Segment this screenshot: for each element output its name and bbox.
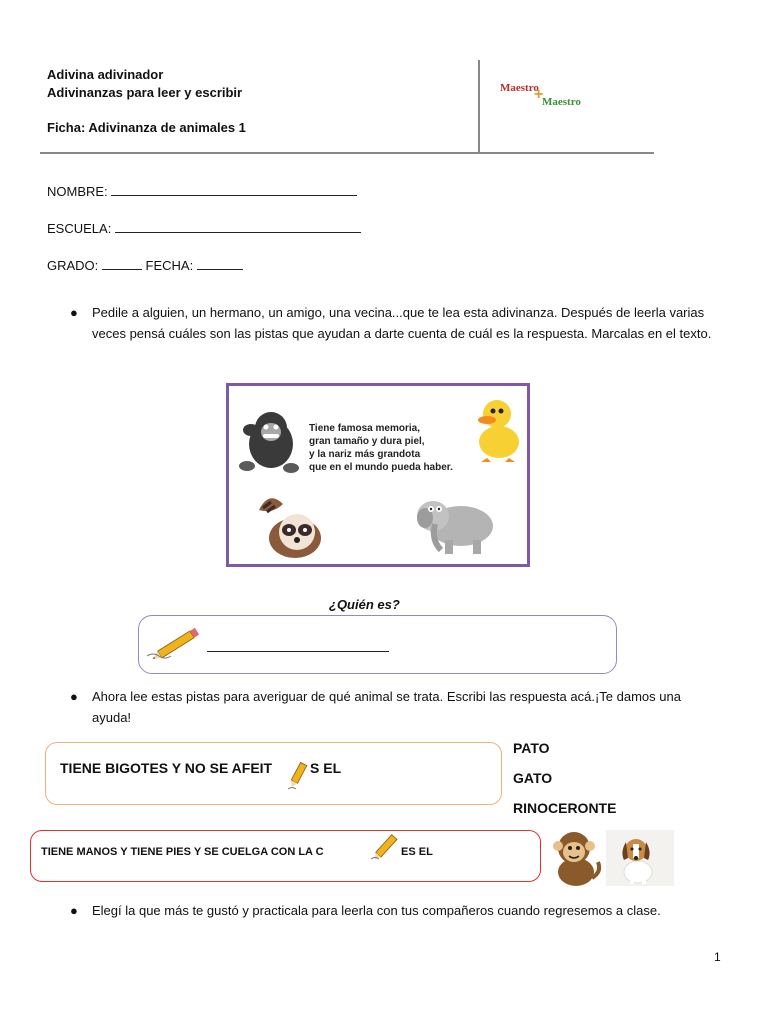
monkey-icon — [548, 828, 604, 888]
elephant-icon — [405, 494, 501, 560]
instruction-1-text: Pedile a alguien, un hermano, un amigo, una vecina...que te lea esta adivinanza. Después de leerla varias veces pensá cuáles son las pistas que ayudan a darte cuenta de cuál es la respuesta. Marcalas en el texto. — [92, 305, 712, 341]
pencil-icon — [143, 628, 207, 662]
instruction-3-text: Elegí la que más te gustó y practicala para leerla con tus compañeros cuando regresemos a clase. — [92, 903, 661, 918]
clue-1-text-start: TIENE BIGOTES Y NO SE AFEIT — [60, 760, 273, 776]
answer-box[interactable] — [138, 615, 617, 674]
bullet-icon: ● — [70, 305, 78, 320]
clue-1-text-end: S EL — [310, 760, 342, 776]
riddle-line: gran tamaño y dura piel, — [309, 436, 425, 447]
escuela-blank[interactable] — [115, 221, 361, 233]
header-title: Adivina adivinador — [47, 67, 164, 82]
header-divider-vertical — [478, 60, 480, 153]
bullet-icon: ● — [70, 903, 78, 918]
duck-icon — [469, 394, 523, 464]
dog-icon — [606, 830, 674, 886]
escuela-label: ESCUELA: — [47, 221, 112, 236]
answer-option: GATO — [513, 770, 553, 786]
maestro-logo — [500, 80, 600, 114]
grado-fecha-field[interactable] — [47, 258, 243, 273]
clue-box-1[interactable] — [45, 742, 502, 805]
fecha-blank[interactable] — [197, 258, 243, 270]
answer-option: PATO — [513, 740, 550, 756]
question-label: ¿Quién es? — [329, 597, 400, 612]
gorilla-icon — [229, 400, 309, 480]
logo-plus: + — [534, 86, 544, 103]
clue-2-text-end: ES EL — [401, 846, 433, 858]
nombre-blank[interactable] — [111, 184, 357, 196]
clue-box-2[interactable] — [30, 830, 541, 882]
riddle-line: y la nariz más grandota — [309, 449, 421, 460]
worksheet-title: Ficha: Adivinanza de animales 1 — [47, 120, 246, 135]
header-subtitle: Adivinanzas para leer y escribir — [47, 85, 243, 100]
clue-2-text-start: TIENE MANOS Y TIENE PIES Y SE CUELGA CON LA C — [41, 846, 324, 858]
logo-word-top: Maestro — [500, 82, 539, 94]
page-number: 1 — [714, 950, 721, 964]
raccoon-icon — [251, 486, 331, 564]
riddle-line: que en el mundo pueda haber. — [309, 462, 453, 473]
instruction-2 — [70, 686, 718, 728]
nombre-label: NOMBRE: — [47, 184, 108, 199]
riddle-line: Tiene famosa memoria, — [309, 423, 420, 434]
answer-line[interactable] — [207, 651, 389, 652]
logo-word-bottom: Maestro — [542, 96, 581, 108]
grado-blank[interactable] — [102, 258, 142, 270]
instruction-3 — [70, 900, 718, 921]
grado-label: GRADO: — [47, 258, 99, 273]
instruction-2-text: Ahora lee estas pistas para averiguar de qué animal se trata. Escribi las respuesta acá.¡Te damos una ayuda! — [92, 689, 681, 725]
pencil-icon — [286, 755, 312, 793]
header-divider — [40, 152, 654, 154]
riddle-card — [226, 383, 530, 567]
fecha-label: FECHA: — [145, 258, 194, 273]
instruction-1 — [70, 302, 718, 344]
nombre-field[interactable] — [47, 184, 357, 199]
pencil-icon — [367, 831, 405, 863]
escuela-field[interactable] — [47, 221, 361, 236]
riddle-text — [309, 422, 453, 474]
answer-option: RINOCERONTE — [513, 800, 617, 816]
bullet-icon: ● — [70, 689, 78, 704]
